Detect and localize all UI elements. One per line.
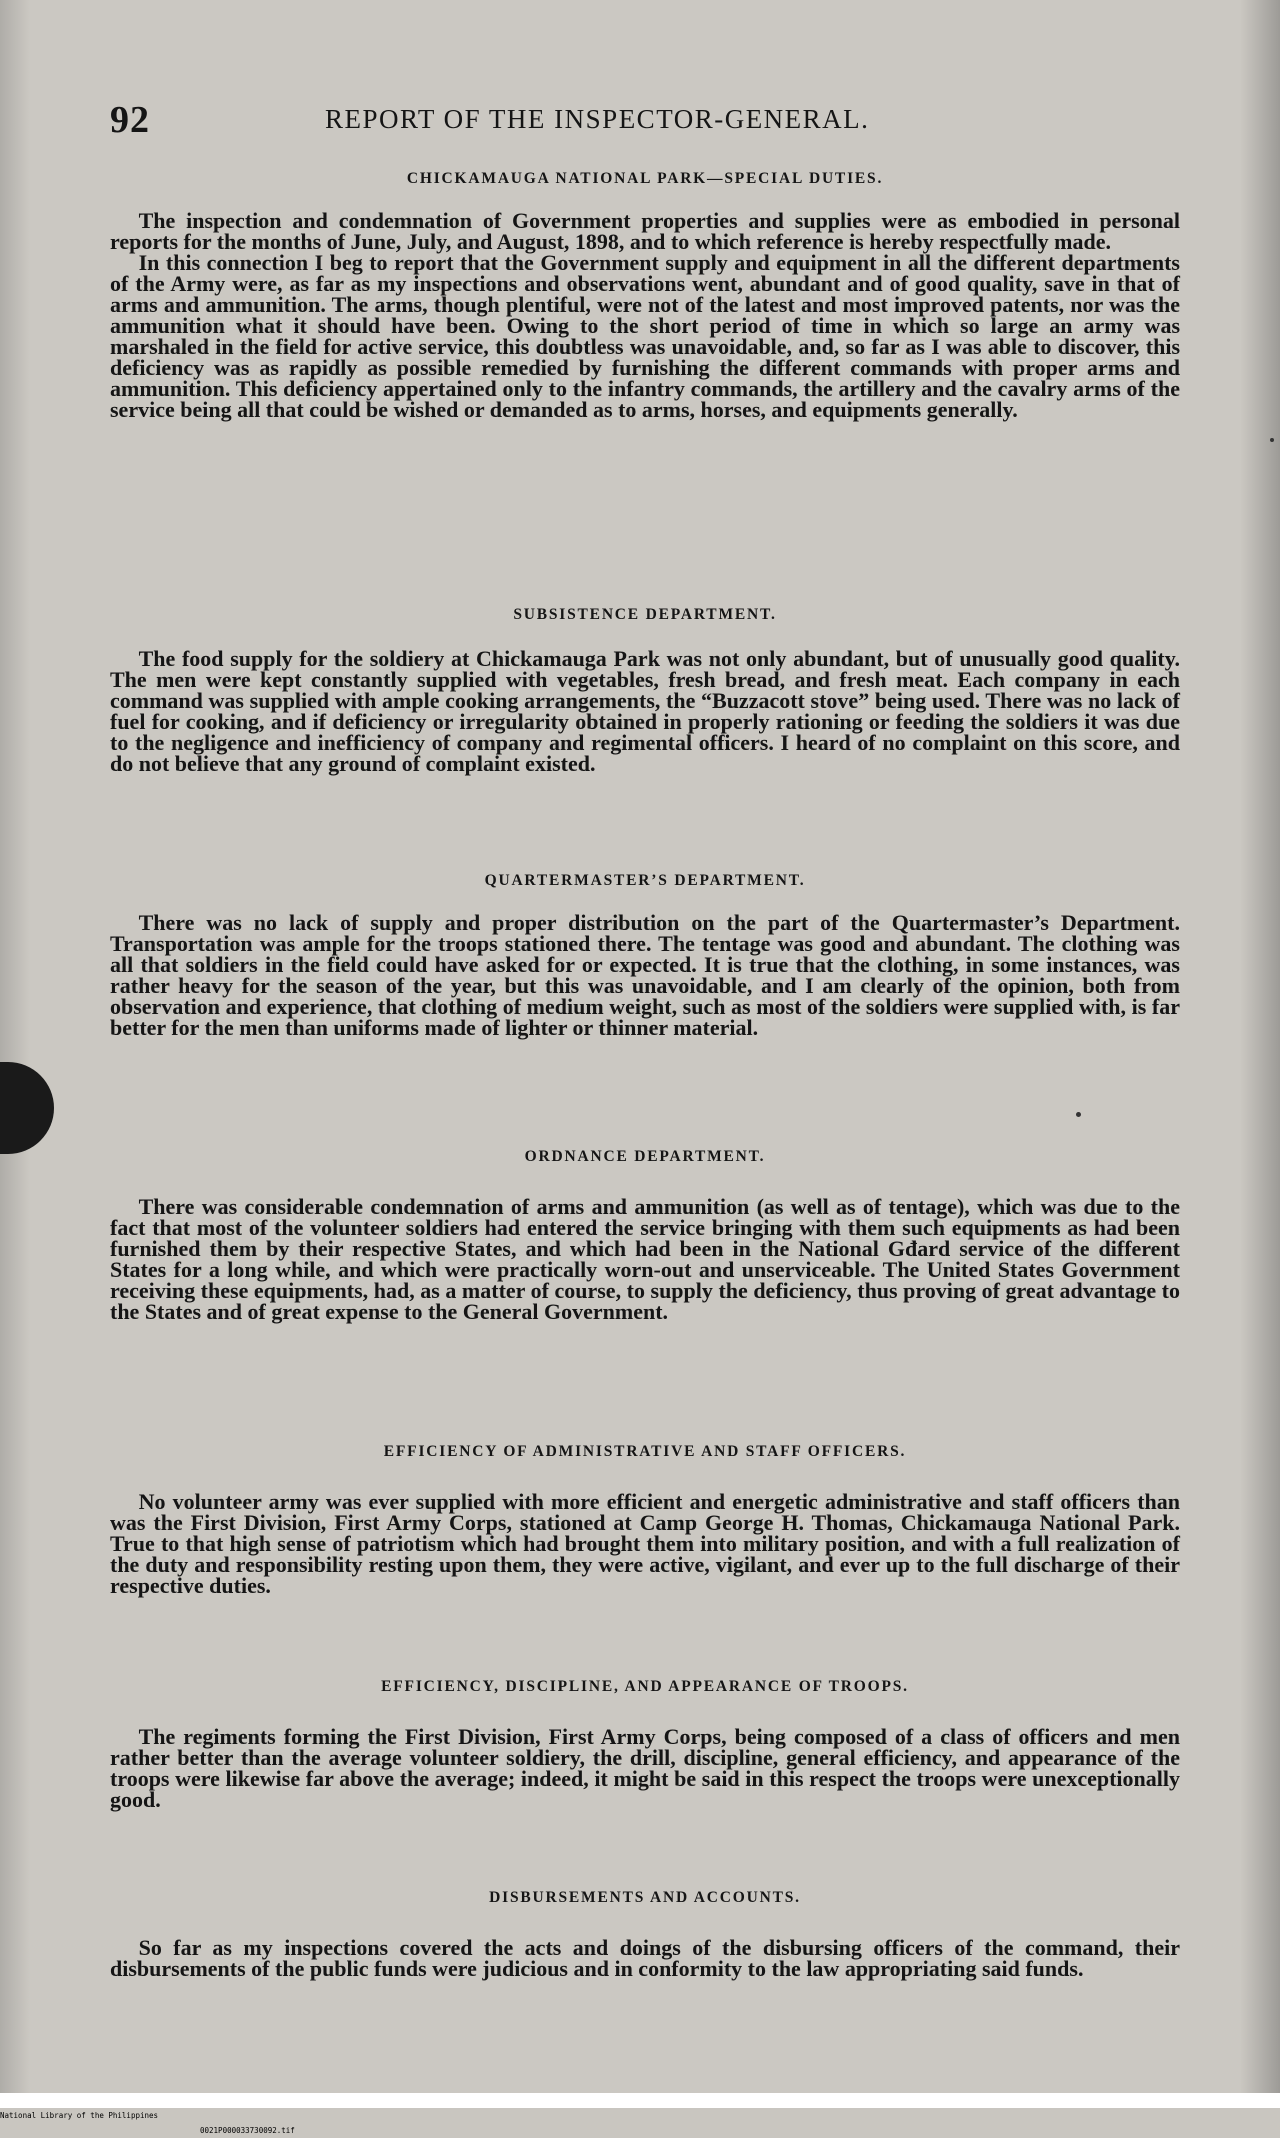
section-heading: CHICKAMAUGA NATIONAL PARK—SPECIAL DUTIES. [406, 170, 884, 187]
paragraph: The food supply for the soldiery at Chickamauga Park was not only abundant, but of unusually good quality. The men were kept constantly supplied with vegetables, fresh bread, and fresh meat. Each company in each command was supplied with ample cooking arrangements, the “Buzzacott stove” being used. There was no lack of fuel for cooking, and if deficiency or irregularity obtained in properly rationing or feeding the soldiers it was due to the negligence and inefficiency of company and regimental officers. I heard of no complaint on this score, and do not believe that any ground of complaint existed. [110, 646, 1180, 776]
page-header [110, 98, 1180, 148]
ink-speck [1270, 438, 1274, 442]
page-shadow-left [0, 0, 30, 2093]
paragraph: There was considerable condemnation of arms and ammunition (as well as of tentage), which was due to the fact that most of the volunteer soldiers had entered the service bringing with them such equipments as had been furnished them by their respective States, and which had been in the National Gđard service of the different States for a long while, and which were practically worn-out and unserviceable. The United States Government receiving these equipments, had, as a matter of course, to supply the deficiency, thus proving of great advantage to the States and of great expense to the General Government. [110, 1194, 1180, 1324]
section-troops [110, 1678, 1180, 1810]
file-name: 0021P000033730092.tif [200, 2126, 295, 2135]
paragraph: The inspection and condemnation of Government properties and supplies were as embodied in personal reports for the months of June, July, and August, 1898, and to which reference is hereby respectfully made. [110, 208, 1180, 254]
section-ordnance [110, 1148, 1180, 1322]
section-disbursements [110, 1889, 1180, 1979]
section-heading: ORDNANCE DEPARTMENT. [524, 1148, 766, 1165]
paragraph: The regiments forming the First Division, First Army Corps, being composed of a class of officers and men rather better than the average volunteer soldiery, the drill, discipline, general efficiency, and appearance of the troops were likewise far above the average; indeed, it might be said in this respect the troops were unexceptionally good. [110, 1724, 1180, 1812]
section-heading: DISBURSEMENTS AND ACCOUNTS. [489, 1889, 801, 1906]
thumb-shadow [0, 1062, 54, 1154]
library-credit: National Library of the Philippines [0, 2111, 159, 2120]
paragraph: In this connection I beg to report that the Government supply and equipment in all the different departments of the Army were, as far as my inspections and observations went, abundant and of good quality, save in that of arms and ammunition. The arms, though plentiful, were not of the latest and most improved patents, nor was the ammunition what it should have been. Owing to the short period of time in which so large an army was marshaled in the field for active service, this doubtless was unavoidable, and, so far as I was able to discover, this deficiency was as rapidly as possible remedied by furnishing the different commands with proper arms and ammunition. This deficiency appertained only to the infantry commands, the artillery and the cavalry arms of the service being all that could be wished or demanded as to arms, horses, and equipments generally. [110, 250, 1180, 422]
section-quartermaster [110, 872, 1180, 1038]
paragraph: So far as my inspections covered the acts and doings of the disbursing officers of the command, their disbursements of the public funds were judicious and in conformity to the law appropriating said funds. [110, 1935, 1180, 1981]
ink-speck [1076, 1112, 1081, 1117]
page-number: 92 [110, 99, 150, 141]
page-shadow-right [1240, 0, 1280, 2093]
section-heading: EFFICIENCY, DISCIPLINE, AND APPEARANCE OF TROOPS. [381, 1678, 909, 1695]
section-heading: EFFICIENCY OF ADMINISTRATIVE AND STAFF OFFICERS. [383, 1443, 907, 1460]
paragraph: There was no lack of supply and proper distribution on the part of the Quartermaster’s Department. Transportation was ample for the troops stationed there. The tentage was good and abundant. The clothing was all that soldiers in the field could have asked for or expected. It is true that the clothing, in some instances, was rather heavy for the season of the year, but this was unavoidable, and I am clearly of the opinion, both from observation and experience, that clothing of medium weight, such as most of the soldiers were supplied with, is far better for the men than uniforms made of lighter or thinner material. [110, 910, 1180, 1040]
section-heading: SUBSISTENCE DEPARTMENT. [513, 606, 777, 623]
section-subsistence [110, 606, 1180, 774]
running-head: REPORT OF THE INSPECTOR-GENERAL. [325, 104, 870, 134]
section-staff-officers [110, 1443, 1180, 1596]
section-special-duties [110, 170, 1180, 420]
scan-footer [0, 2093, 1280, 2135]
section-heading: QUARTERMASTER’S DEPARTMENT. [484, 872, 806, 889]
paragraph: No volunteer army was ever supplied with more efficient and energetic administrative and staff officers than was the First Division, First Army Corps, stationed at Camp George H. Thomas, Chickamauga National Park. True to that high sense of patriotism which had brought them into military position, and with a full realization of the duty and responsibility resting upon them, they were active, vigilant, and ever up to the full discharge of their respective duties. [110, 1489, 1180, 1598]
